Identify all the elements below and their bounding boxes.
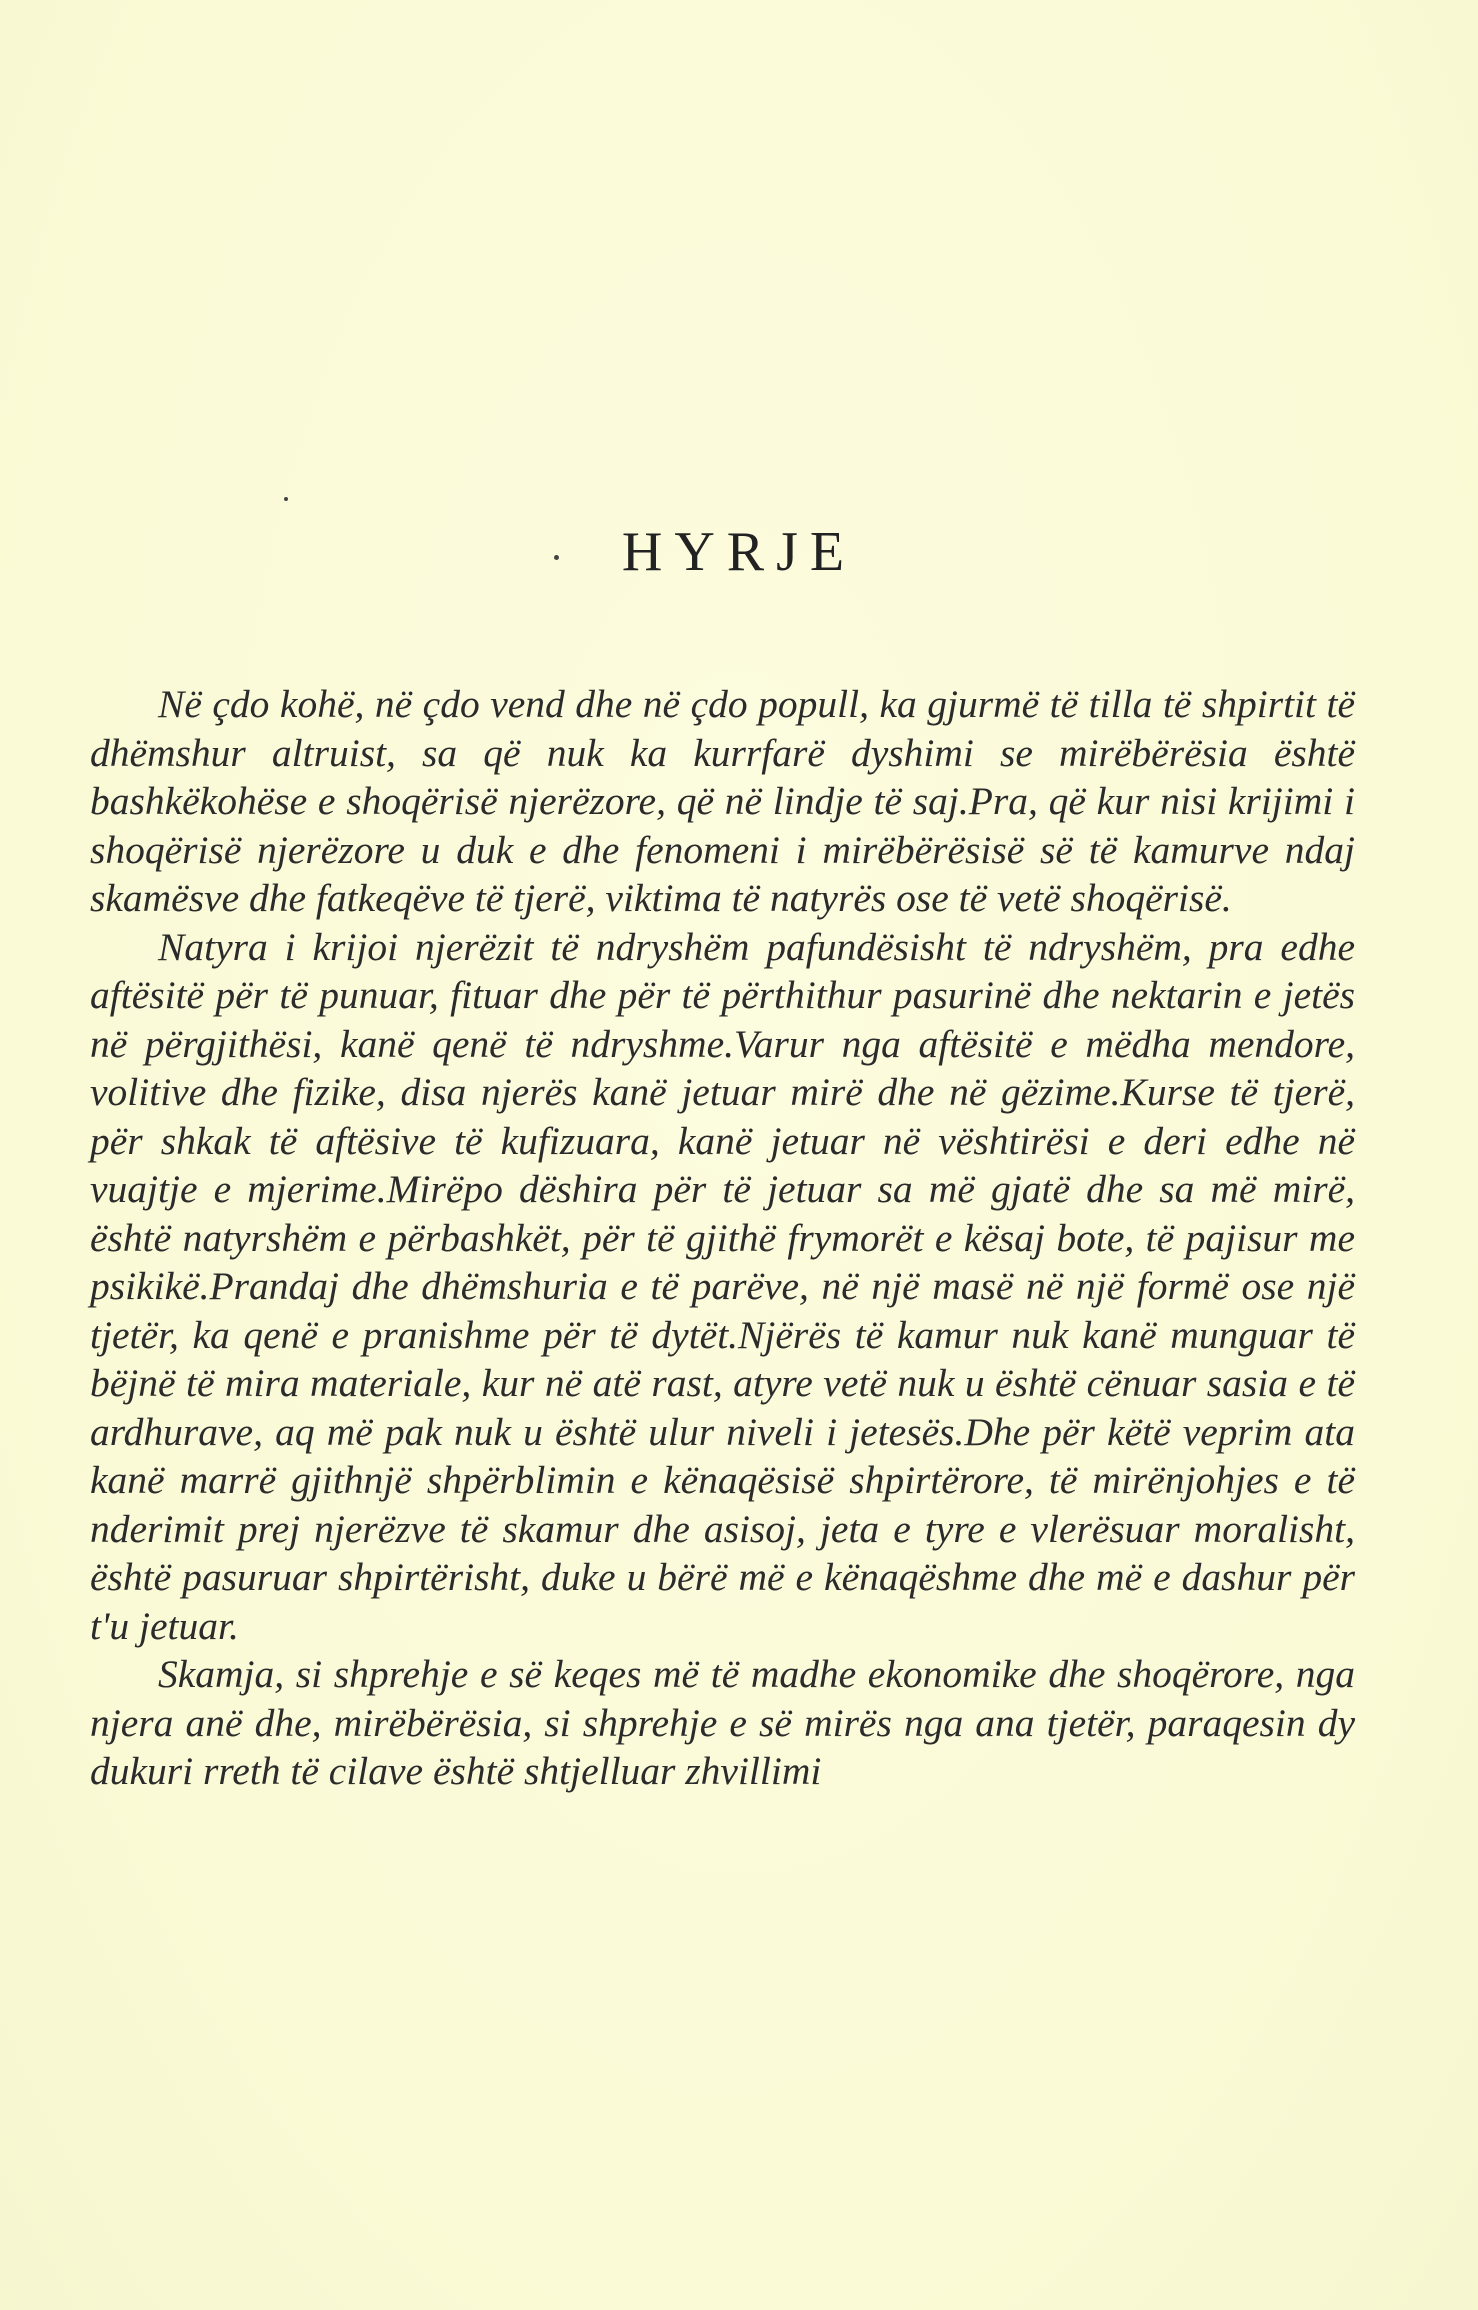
paragraph-1: Në çdo kohë, në çdo vend dhe në çdo popull, ka gjurmë të tilla të shpirtit të dhëmshur altruist, sa që nuk ka kurrfarë dyshimi se mirëbërësia është bashkëkohëse e shoqërisë njerëzore, që në lindje të saj.Pra, që kur nisi krijimi i shoqërisë njerëzore u duk e dhe fenomeni i mirëbërësisë së të kamurve ndaj skamësve dhe fatkeqëve të tjerë, viktima të natyrës ose të vetë shoqërisë. bbox=[90, 682, 1355, 920]
scan-speck bbox=[284, 497, 288, 501]
body-text bbox=[90, 680, 1355, 1796]
paragraph-2: Natyra i krijoi njerëzit të ndryshëm pafundësisht të ndryshëm, pra edhe aftësitë për të punuar, fituar dhe për të përthithur pasurinë dhe nektarin e jetës në përgjithësi, kanë qenë të ndryshme.Varur nga aftësitë e mëdha mendore, volitive dhe fizike, disa njerës kanë jetuar mirë dhe në gëzime.Kurse të tjerë, për shkak të aftësive të kufizuara, kanë jetuar në vështirësi e deri edhe në vuajtje e mjerime.Mirëpo dëshira për të jetuar sa më gjatë dhe sa më mirë, është natyrshëm e përbashkët, për të gjithë frymorët e kësaj bote, të pajisur me psikikë.Prandaj dhe dhëmshuria e të parëve, në një masë në një formë ose një tjetër, ka qenë e pranishme për të dytët.Njërës të kamur nuk kanë munguar të bëjnë të mira materiale, kur në atë rast, atyre vetë nuk u është cënuar sasia e të ardhurave, aq më pak nuk u është ulur niveli i jetesës.Dhe për këtë veprim ata kanë marrë gjithnjë shpërblimin e kënaqësisë shpirtërore, të mirënjohjes e të nderimit prej njerëzve të skamur dhe asisoj, jeta e tyre e vlerësuar moralisht, është pasuruar shpirtërisht, duke u bërë më e kënaqëshme dhe më e dashur për t'u jetuar. bbox=[90, 924, 1355, 1648]
chapter-title: HYRJE bbox=[621, 521, 857, 583]
paragraph-3: Skamja, si shprehje e së keqes më të madhe ekonomike dhe shoqërore, nga njera anë dhe, mirëbërësia, si shprehje e së mirës nga ana tjetër, paraqesin dy dukuri rreth të cilave është shtjelluar zhvillimi bbox=[90, 1652, 1355, 1793]
